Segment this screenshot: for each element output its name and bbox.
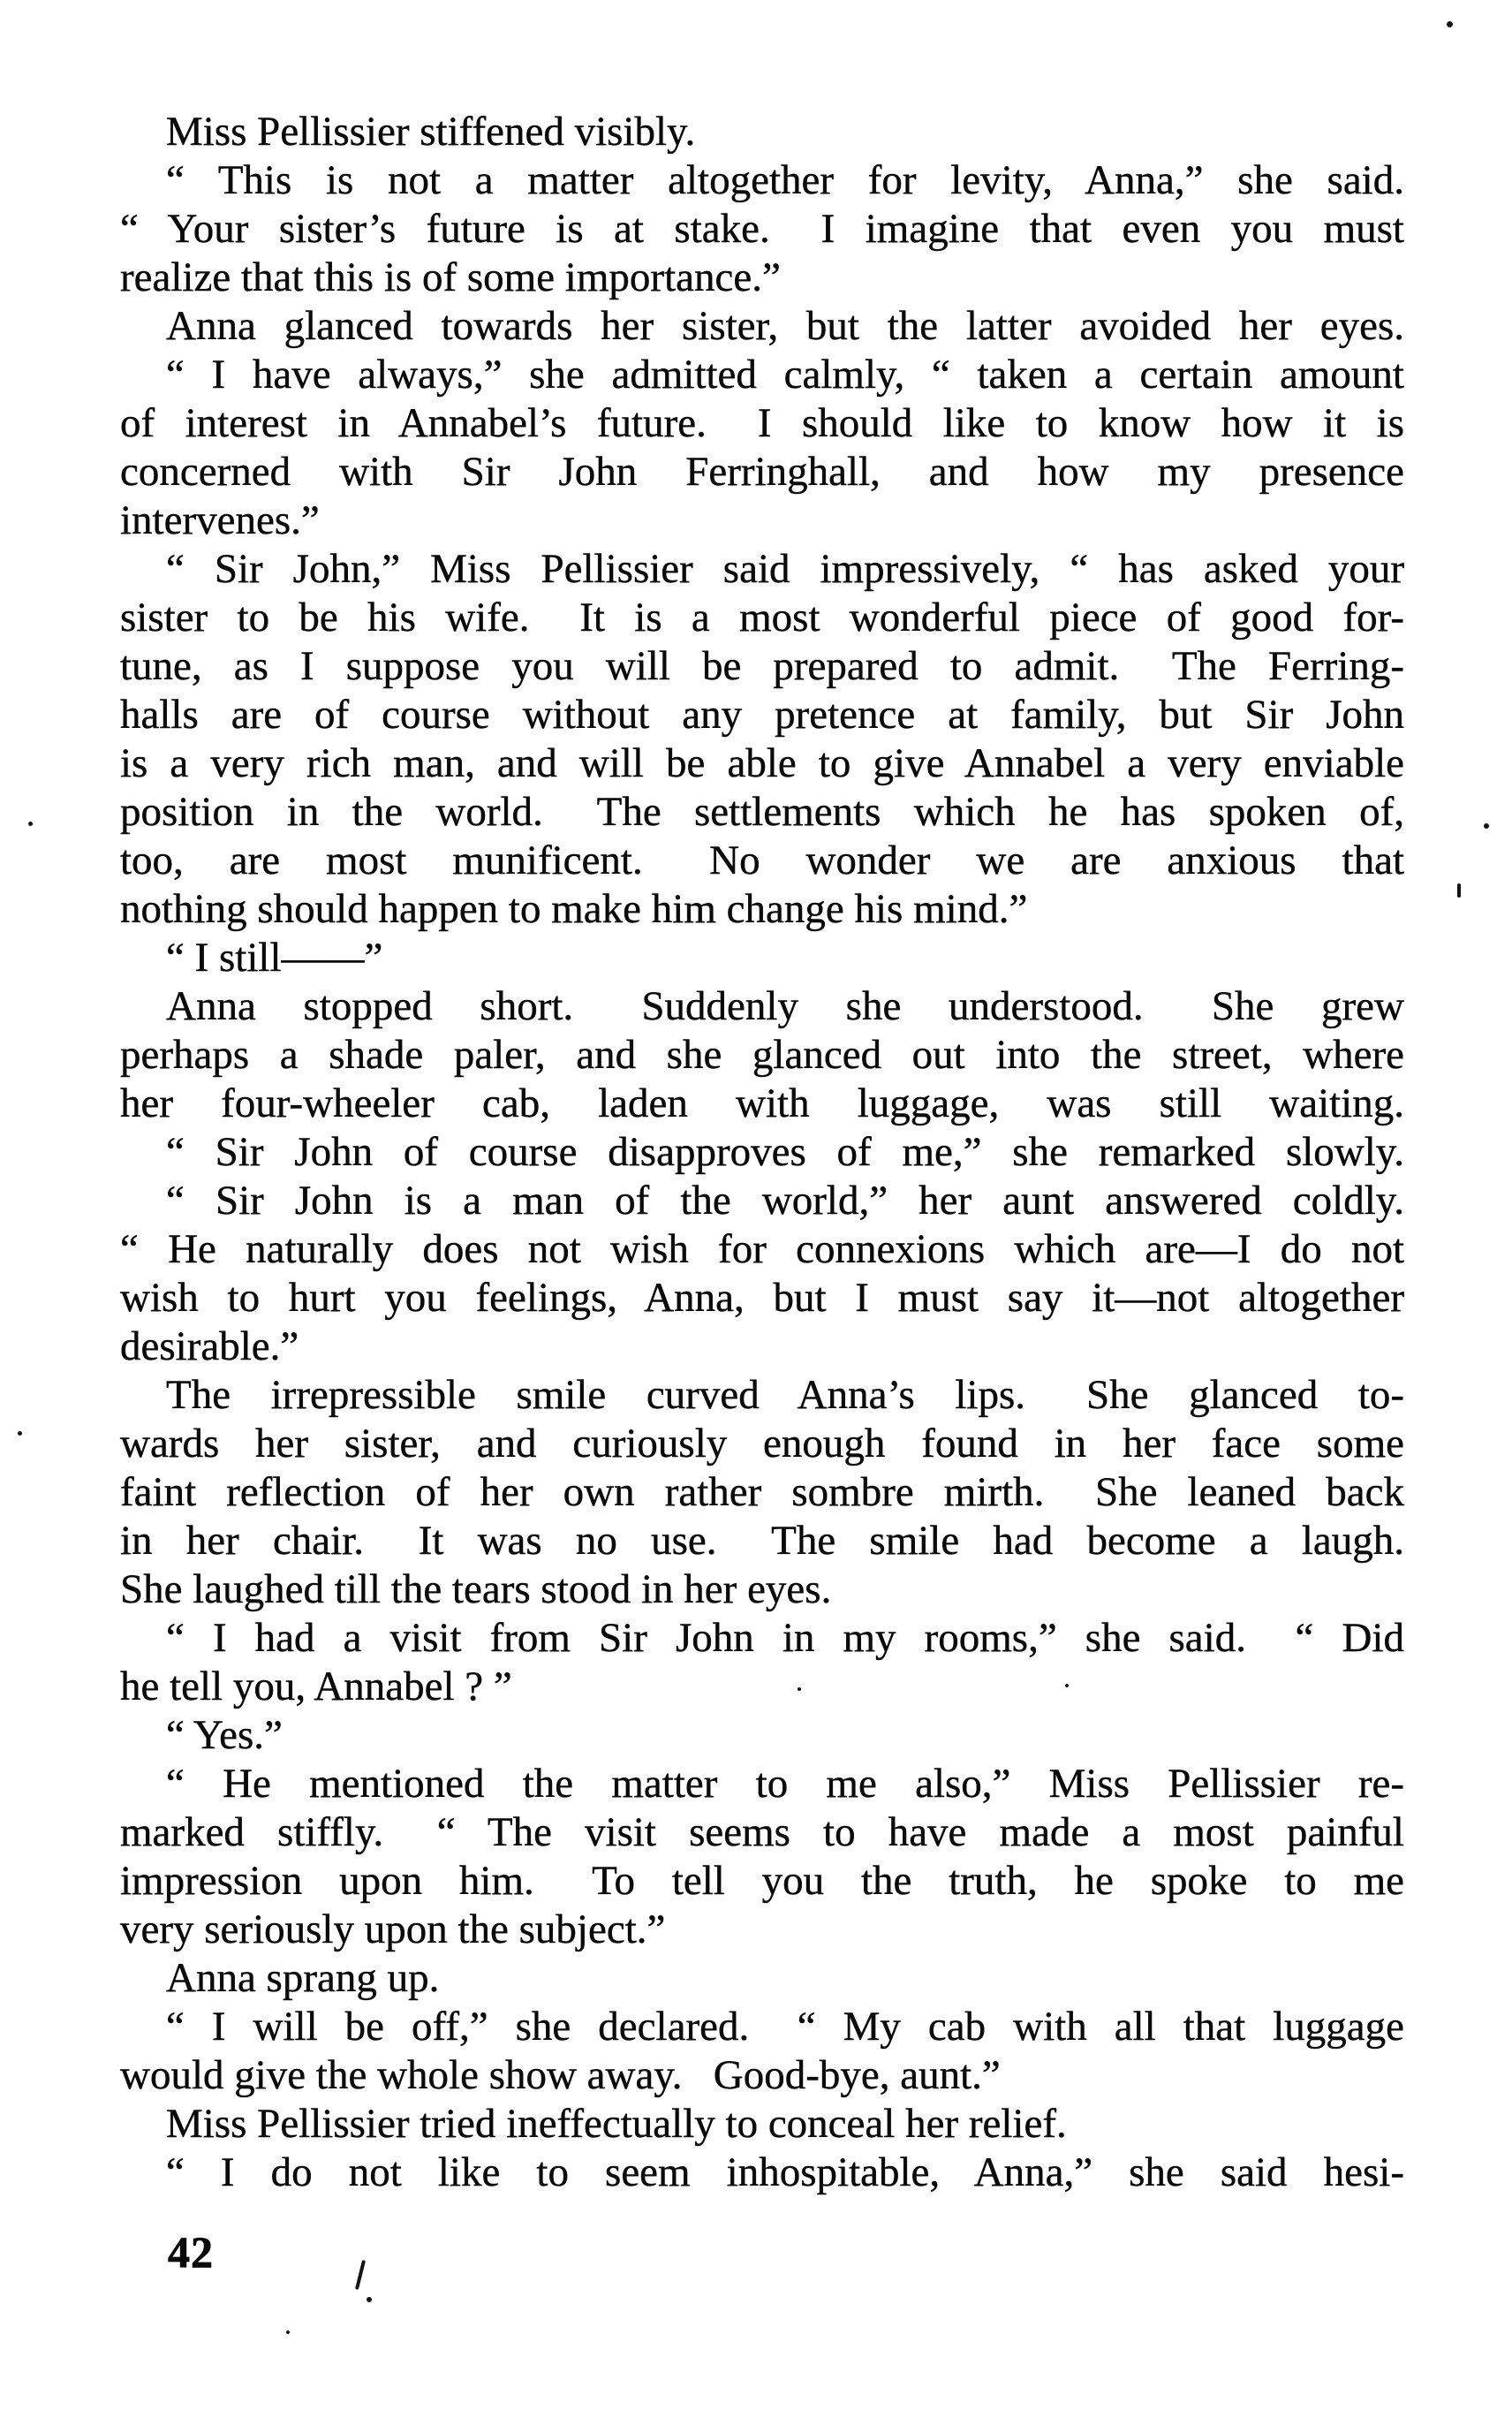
text-line: perhaps a shade paler, and she glanced out into the street, where bbox=[120, 1032, 1404, 1078]
text-line: faint reflection of her own rather sombre mirth. She leaned back bbox=[120, 1469, 1404, 1515]
text-line: “ I will be off,” she declared. “ My cab with all that luggage bbox=[166, 2004, 1404, 2050]
text-line: “ I have always,” she admitted calmly, “ taken a certain amount bbox=[166, 352, 1404, 398]
scan-artifact-slash bbox=[355, 2260, 366, 2290]
scan-artifact-dot bbox=[1484, 823, 1489, 829]
text-block bbox=[120, 108, 1404, 2197]
text-line: She laughed till the tears stood in her eyes. bbox=[120, 1566, 832, 1612]
text-line: intervenes.” bbox=[120, 497, 320, 543]
scan-artifact-tick bbox=[1457, 883, 1461, 898]
text-line: “ I do not like to seem inhospitable, Anna,” she said hesi- bbox=[166, 2149, 1404, 2195]
text-line: “ I still——” bbox=[166, 935, 383, 981]
text-line: Miss Pellissier stiffened visibly. bbox=[166, 109, 696, 155]
text-line: tune, as I suppose you will be prepared to admit. The Ferring- bbox=[120, 643, 1404, 689]
text-line: “ Sir John is a man of the world,” her aunt answered coldly. bbox=[166, 1178, 1404, 1224]
text-line: concerned with Sir John Ferringhall, and how my presence bbox=[120, 449, 1404, 495]
text-line: of interest in Annabel’s future. I should like to know how it is bbox=[120, 400, 1404, 446]
page-number: 42 bbox=[168, 2227, 214, 2277]
text-line: Miss Pellissier tried ineffectually to conceal her relief. bbox=[166, 2101, 1067, 2147]
text-line: “ Yes.” bbox=[166, 1712, 283, 1758]
scan-artifact-dot bbox=[367, 2297, 372, 2302]
scan-artifact-dot bbox=[1065, 1684, 1069, 1687]
text-line: desirable.” bbox=[120, 1323, 299, 1369]
text-line: too, are most munificent. No wonder we are anxious that bbox=[120, 837, 1404, 883]
text-line: “ Sir John of course disapproves of me,” she remarked slowly. bbox=[166, 1129, 1404, 1175]
text-line: wish to hurt you feelings, Anna, but I must say it—not altogether bbox=[120, 1275, 1404, 1321]
scan-artifact-dot bbox=[1447, 21, 1453, 27]
text-line: Anna sprang up. bbox=[166, 1955, 440, 2001]
text-line: “ I had a visit from Sir John in my rooms,” she said. “ Did bbox=[166, 1615, 1404, 1661]
text-line: “ Your sister’s future is at stake. I imagine that even you must bbox=[120, 206, 1404, 252]
text-line: in her chair. It was no use. The smile had become a laugh. bbox=[120, 1518, 1404, 1564]
text-line: he tell you, Annabel ? ” bbox=[120, 1664, 512, 1709]
text-line: Anna stopped short. Suddenly she understood. She grew bbox=[166, 983, 1404, 1029]
text-line: nothing should happen to make him change his mind.” bbox=[120, 886, 1028, 932]
text-line: The irrepressible smile curved Anna’s lips. She glanced to- bbox=[166, 1372, 1404, 1418]
scan-artifact-dot bbox=[286, 2330, 290, 2334]
text-line: her four-wheeler cab, laden with luggage, was still waiting. bbox=[120, 1080, 1404, 1126]
scan-artifact-dot bbox=[28, 822, 33, 826]
text-line: impression upon him. To tell you the truth, he spoke to me bbox=[120, 1858, 1404, 1904]
text-line: sister to be his wife. It is a most wonderful piece of good for- bbox=[120, 595, 1404, 640]
text-line: “ He naturally does not wish for connexions which are—I do not bbox=[120, 1226, 1404, 1272]
text-line: halls are of course without any pretence at family, but Sir John bbox=[120, 692, 1404, 738]
text-line: marked stiffly. “ The visit seems to have made a most painful bbox=[120, 1809, 1404, 1855]
text-line: “ This is not a matter altogether for levity, Anna,” she said. bbox=[166, 157, 1404, 203]
text-line: “ Sir John,” Miss Pellissier said impressively, “ has asked your bbox=[166, 546, 1404, 592]
scan-artifact-dot bbox=[18, 1431, 22, 1436]
text-line: “ He mentioned the matter to me also,” Miss Pellissier re- bbox=[166, 1761, 1404, 1807]
text-line: realize that this is of some importance.” bbox=[120, 254, 781, 300]
text-line: wards her sister, and curiously enough found in her face some bbox=[120, 1421, 1404, 1466]
text-line: is a very rich man, and will be able to give Annabel a very enviable bbox=[120, 740, 1404, 786]
scan-artifact-dot bbox=[798, 1687, 801, 1691]
text-line: position in the world. The settlements which he has spoken of, bbox=[120, 789, 1404, 835]
text-line: very seriously upon the subject.” bbox=[120, 1906, 666, 1952]
text-line: Anna glanced towards her sister, but the latter avoided her eyes. bbox=[166, 303, 1404, 349]
text-line: would give the whole show away. Good-bye, aunt.” bbox=[120, 2052, 1001, 2098]
